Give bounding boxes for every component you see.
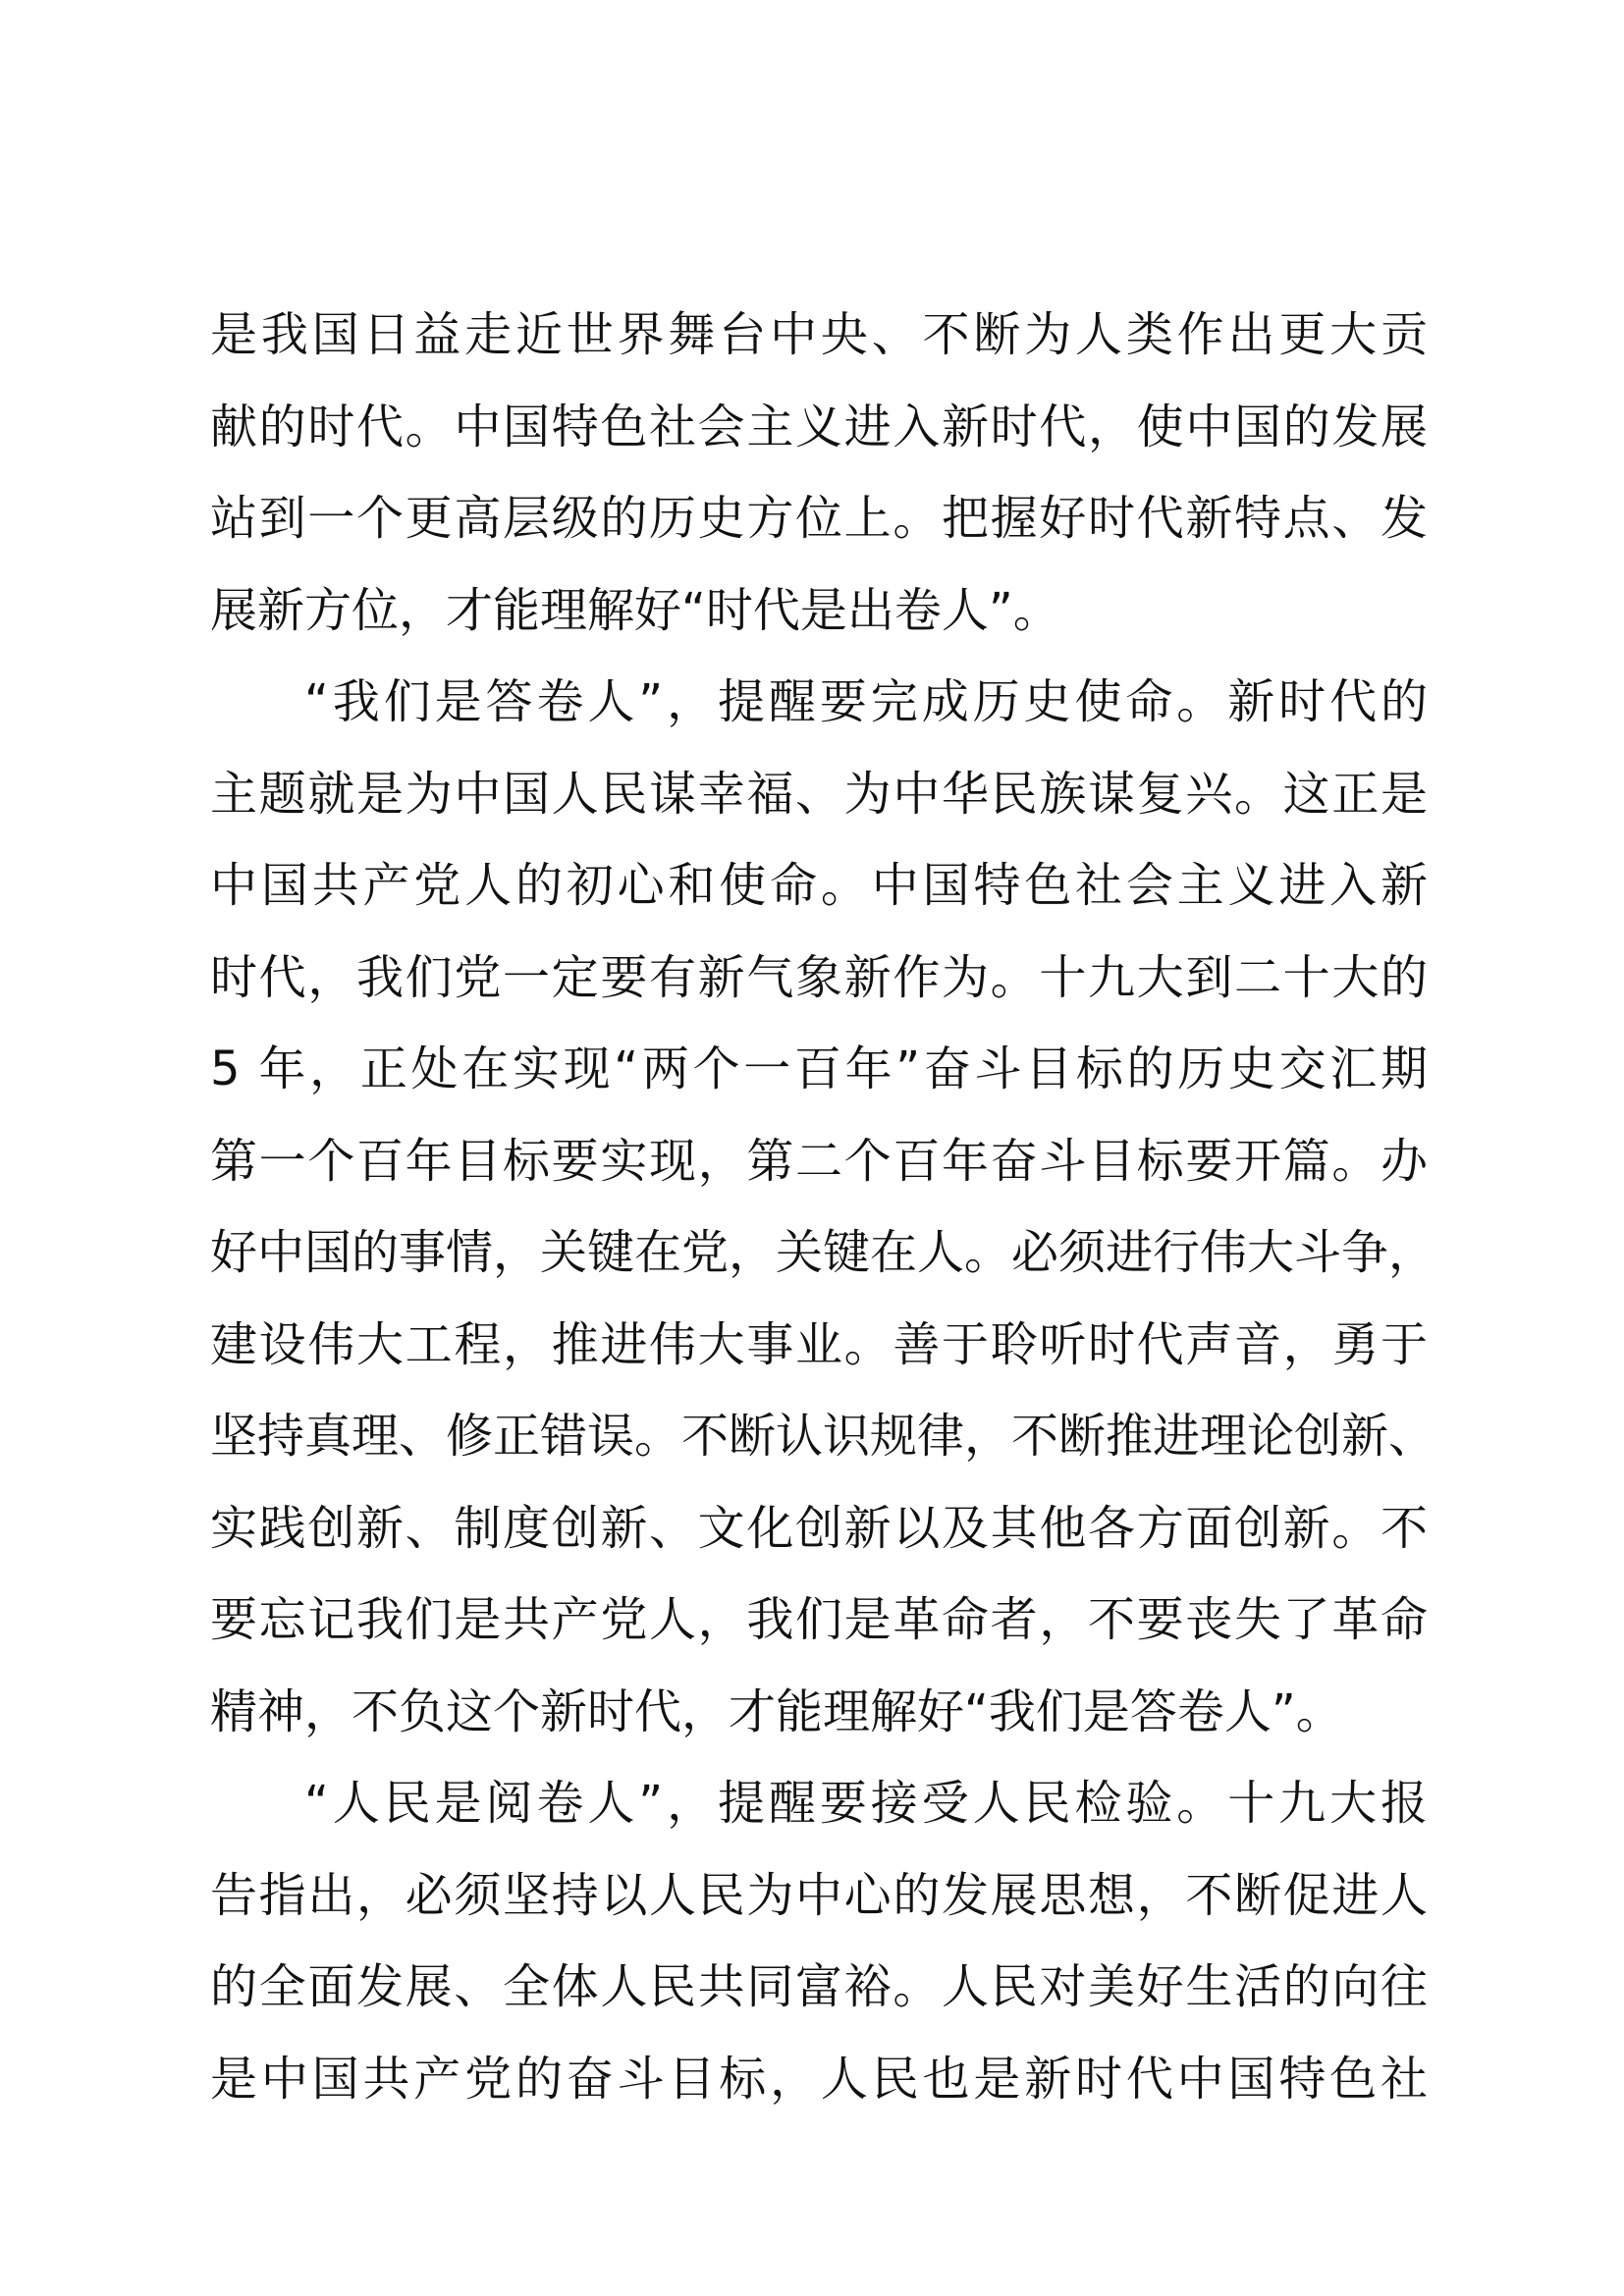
text-line: 精神，不负这个新时代，才能理解好“我们是答卷人”。 — [210, 1683, 1343, 1739]
text-line: 是我国日益走近世界舞台中央、不断为人类作出更大贡 — [210, 307, 1428, 362]
text-line: 第一个百年目标要实现，第二个百年奋斗目标要开篇。办 — [210, 1133, 1428, 1189]
text-line: 告指出，必须坚持以人民为中心的发展思想，不断促进人 — [210, 1867, 1428, 1923]
text-line: “人民是阅卷人”，提醒要接受人民检验。十九大报 — [304, 1776, 1428, 1831]
text-line: 5 年，正处在实现“两个一百年”奋斗目标的历史交汇期 — [210, 1041, 1428, 1096]
text-line: 献的时代。中国特色社会主义进入新时代，使中国的发展 — [210, 399, 1428, 454]
text-line: 要忘记我们是共产党人，我们是革命者，不要丧失了革命 — [210, 1592, 1428, 1647]
text-line: 好中国的事情，关键在党，关键在人。必须进行伟大斗争， — [210, 1225, 1436, 1280]
text-line: 展新方位，才能理解好“时代是出卷人”。 — [210, 582, 1060, 638]
text-line: 的全面发展、全体人民共同富裕。人民对美好生活的向往 — [210, 1959, 1428, 2014]
document-body — [210, 290, 1436, 2125]
text-line: 中国共产党人的初心和使命。中国特色社会主义进入新 — [210, 858, 1428, 913]
text-line: 建设伟大工程，推进伟大事业。善于聆听时代声音，勇于 — [210, 1316, 1428, 1372]
text-line: 坚持真理、修正错误。不断认识规律，不断推进理论创新、 — [210, 1409, 1436, 1464]
text-line: 主题就是为中国人民谋幸福、为中华民族谋复兴。这正是 — [210, 766, 1428, 822]
text-line: “我们是答卷人”，提醒要完成历史使命。新时代的 — [304, 674, 1428, 729]
text-line: 实践创新、制度创新、文化创新以及其他各方面创新。不 — [210, 1500, 1428, 1556]
text-line: 时代，我们党一定要有新气象新作为。十九大到二十大的 — [210, 949, 1428, 1005]
text-line: 站到一个更高层级的历史方位上。把握好时代新特点、发 — [210, 491, 1428, 546]
text-line: 是中国共产党的奋斗目标，人民也是新时代中国特色社 — [210, 2051, 1428, 2107]
